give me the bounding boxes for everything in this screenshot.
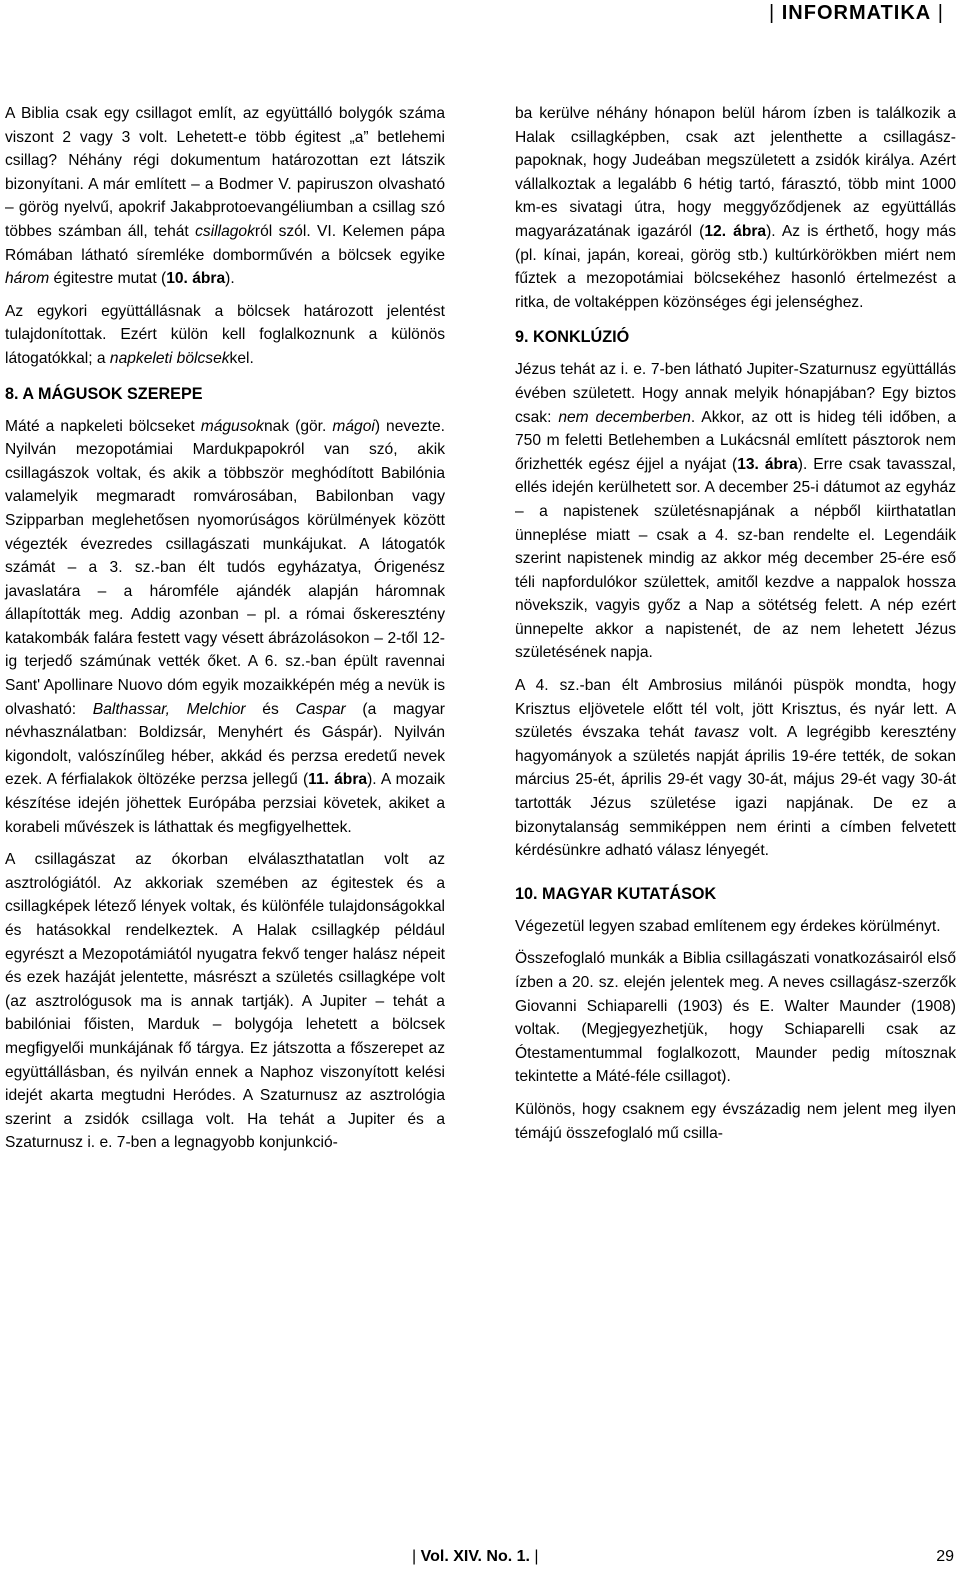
paragraph: Összefoglaló munkák a Biblia csillagászati vonatkozásairól első ízben a 20. sz. elején jelentek meg. A neves csillagász-szerzők Giovanni Schiaparelli (1903) és E. Walter Maunder (1908) voltak. (Megjegyezhetjük, hogy Schiaparelli csak az Ótestamentummal foglalkozott, Maunder pedig mítosznak tekintette a Máté-féle csillagot). xyxy=(515,950,956,1086)
paragraph: A csillagászat az ókorban elválaszthatatlan volt az asztrológiától. Az akkoriak szemében az égitestek és a csillagképek létező lények voltak, és különféle tulajdonságokkal és hatásokkal rendelkeztek. A Halak csillagkép például egyrészt a Mezopotámiától nyugatra fekvő tenger halász népeit és ezek hazáját jelentette, másrészt a születés csillagképe volt (az asztrológusok ma is annak tartják). A Jupiter – tehát a babilóniai főisten, Marduk – bolygója lehetett a bölcsek megfigyelői munkájának fő tárgya. Ez játszotta a főszerepet az együttállásban, és nyilván ennek a Naphoz viszonyított kelési idejét akarta megtudni Heródes. A Szaturnusz az asztrológia szerint a zsidók csillaga volt. Ha tehát a Jupiter és a Szaturnusz i. e. 7-ben a legnagyobb konjunkció- xyxy=(5,851,445,1152)
paragraph: A Biblia csak egy csillagot említ, az együttálló bolygók száma viszont 2 vagy 3 volt. Lehetett-e több égitest „a” betlehemi csillag? Néhány régi dokumentum határozottan ezt látszik bizonyítani. A már említett – a Bodmer V. papiruszon olvasható – görög nyelvű, apokrif Jakabprotoevangéliumban a csillag szó többes számban áll, tehát csillagokról szól. VI. Kelemen pápa Rómában látható síremléke domborművén a bölcsek egyike három égitestre mutat (10. ábra). xyxy=(5,105,445,288)
right-column xyxy=(515,102,956,1154)
section-heading: 8. A MÁGUSOK SZEREPE xyxy=(5,384,203,403)
paragraph: Jézus tehát az i. e. 7-ben látható Jupiter-Szaturnusz együttállás évében született. Hogy annak melyik hónapjában? Egy biztos csak: nem decemberben. Akkor, az ott is hideg téli időben, a 750 m feletti Betlehemben a Lukácsnál említett pásztorok nem őrizhették egész éjjel a nyájat (13. ábra). Erre csak tavasszal, ellés idején kerülhetett sor. A december 25-i dátumot az egyház – a napistenek születésnapjának a népből kiirthatatlan ünneplése miatt – csak a 4. sz-ban rendelte el. Legendáik szerint napistenek mindig az akkor még december 25-ére eső téli napfordulókor születtek, amitől kezdve a nappalok hossza növekszik, vagyis győz a Nap a sötétség felett. A nép ezért ünnepelte akkor a napistenét, de az nem lehetett Jézus születésének napja. xyxy=(515,361,956,662)
section-heading: 9. KONKLÚZIÓ xyxy=(515,328,630,347)
section-header: | INFORMATIKA | xyxy=(768,2,944,24)
paragraph: Végezetül legyen szabad említenem egy érdekes körülményt. xyxy=(515,917,941,935)
volume-label: | Vol. XIV. No. 1. | xyxy=(412,1548,539,1565)
section-title: INFORMATIKA xyxy=(781,2,932,24)
page-number: 29 xyxy=(936,1548,954,1565)
section-heading: 10. MAGYAR KUTATÁSOK xyxy=(515,884,717,903)
paragraph: Különös, hogy csaknem egy évszázadig nem jelent meg ilyen témájú összefoglaló mű csilla- xyxy=(515,1100,956,1142)
paragraph: ba kerülve néhány hónapon belül három ízben is találkozik a Halak csillagképben, csak azt jelenthette a csillagász-papoknak, hogy Judeában megszületett a zsidók királya. Azért vállalkoztak a legalább 6 hétig tartó, fárasztó, több mint 1000 km-es sivatagi útra, hogy meggyőződjenek az együttállás magyarázatának igazáról (12. ábra). Az is érthető, hogy más (pl. kínai, japán, koreai, görög stb.) kultúrkörökben miért nem fűztek a mezopotámiai bölcsekéhez hasonló értelmezést a ritka, de voltaképpen közönséges égi jelenséghez. xyxy=(515,105,956,311)
page-footer xyxy=(0,1545,960,1569)
paragraph: A 4. sz.-ban élt Ambrosius milánói püspök mondta, hogy Krisztus eljövetele előtt tél volt, jött Krisztus, és nyár lett. A születés évszaka tehát tavasz volt. A legrégibb keresztény hagyományok a születés napját április 19-ére tették, de sokan március 25-ét, április 29-ét vagy 30-át, május 29-ét vagy 30-át tartották Jézus születése igazi napjának. De ez a bizonytalanság semmiképpen nem érinti a címben felvetett kérdésünkre adható válasz lényegét. xyxy=(515,677,956,860)
paragraph: Máté a napkeleti bölcseket mágusoknak (gör. mágoi) nevezte. Nyilván mezopotámiai Mardukpapokról van szó, akik csillagászok voltak, és akik a többször meghódított Babilónia valamelyik megmaradt romvárosában, Babilonban vagy Szipparban meglehetősen nyomorúságos körülmények között végezték évezredes csillagászati munkájukat. A látogatók számát – a 3. sz.-ban élt tudós egyházatya, Órigenész javaslatára – a háromféle ajándék alapján háromnak állapították meg. Addig azonban – pl. a római őskeresztény katakombák falára festett vagy vésett ábrázolásokon – 2-től 12-ig terjedő számúnak vették őket. A 6. sz.-ban épült ravennai Sant' Apollinare Nuovo dóm egyik mozaikképén még a nevük is olvasható: Balthassar, Melchior és Caspar (a magyar névhasználatban: Boldizsár, Menyhért és Gáspár). Nyilván kigondolt, valószínűleg héber, akkád és perzsa eredetű nevek ezek. A férfialakok öltözéke perzsa jellegű (11. ábra). A mozaik készítése idején jöhettek Európába perzsiai követek, akiket a korabeli művészek is láthattak és megfigyelhettek. xyxy=(5,417,446,836)
paragraph: Az egykori együttállásnak a bölcsek határozott jelentést tulajdonítottak. Ezért külön kell foglalkoznunk a különös látogatókkal; a napkeleti bölcsekkel. xyxy=(5,302,445,367)
left-column xyxy=(5,102,445,1164)
